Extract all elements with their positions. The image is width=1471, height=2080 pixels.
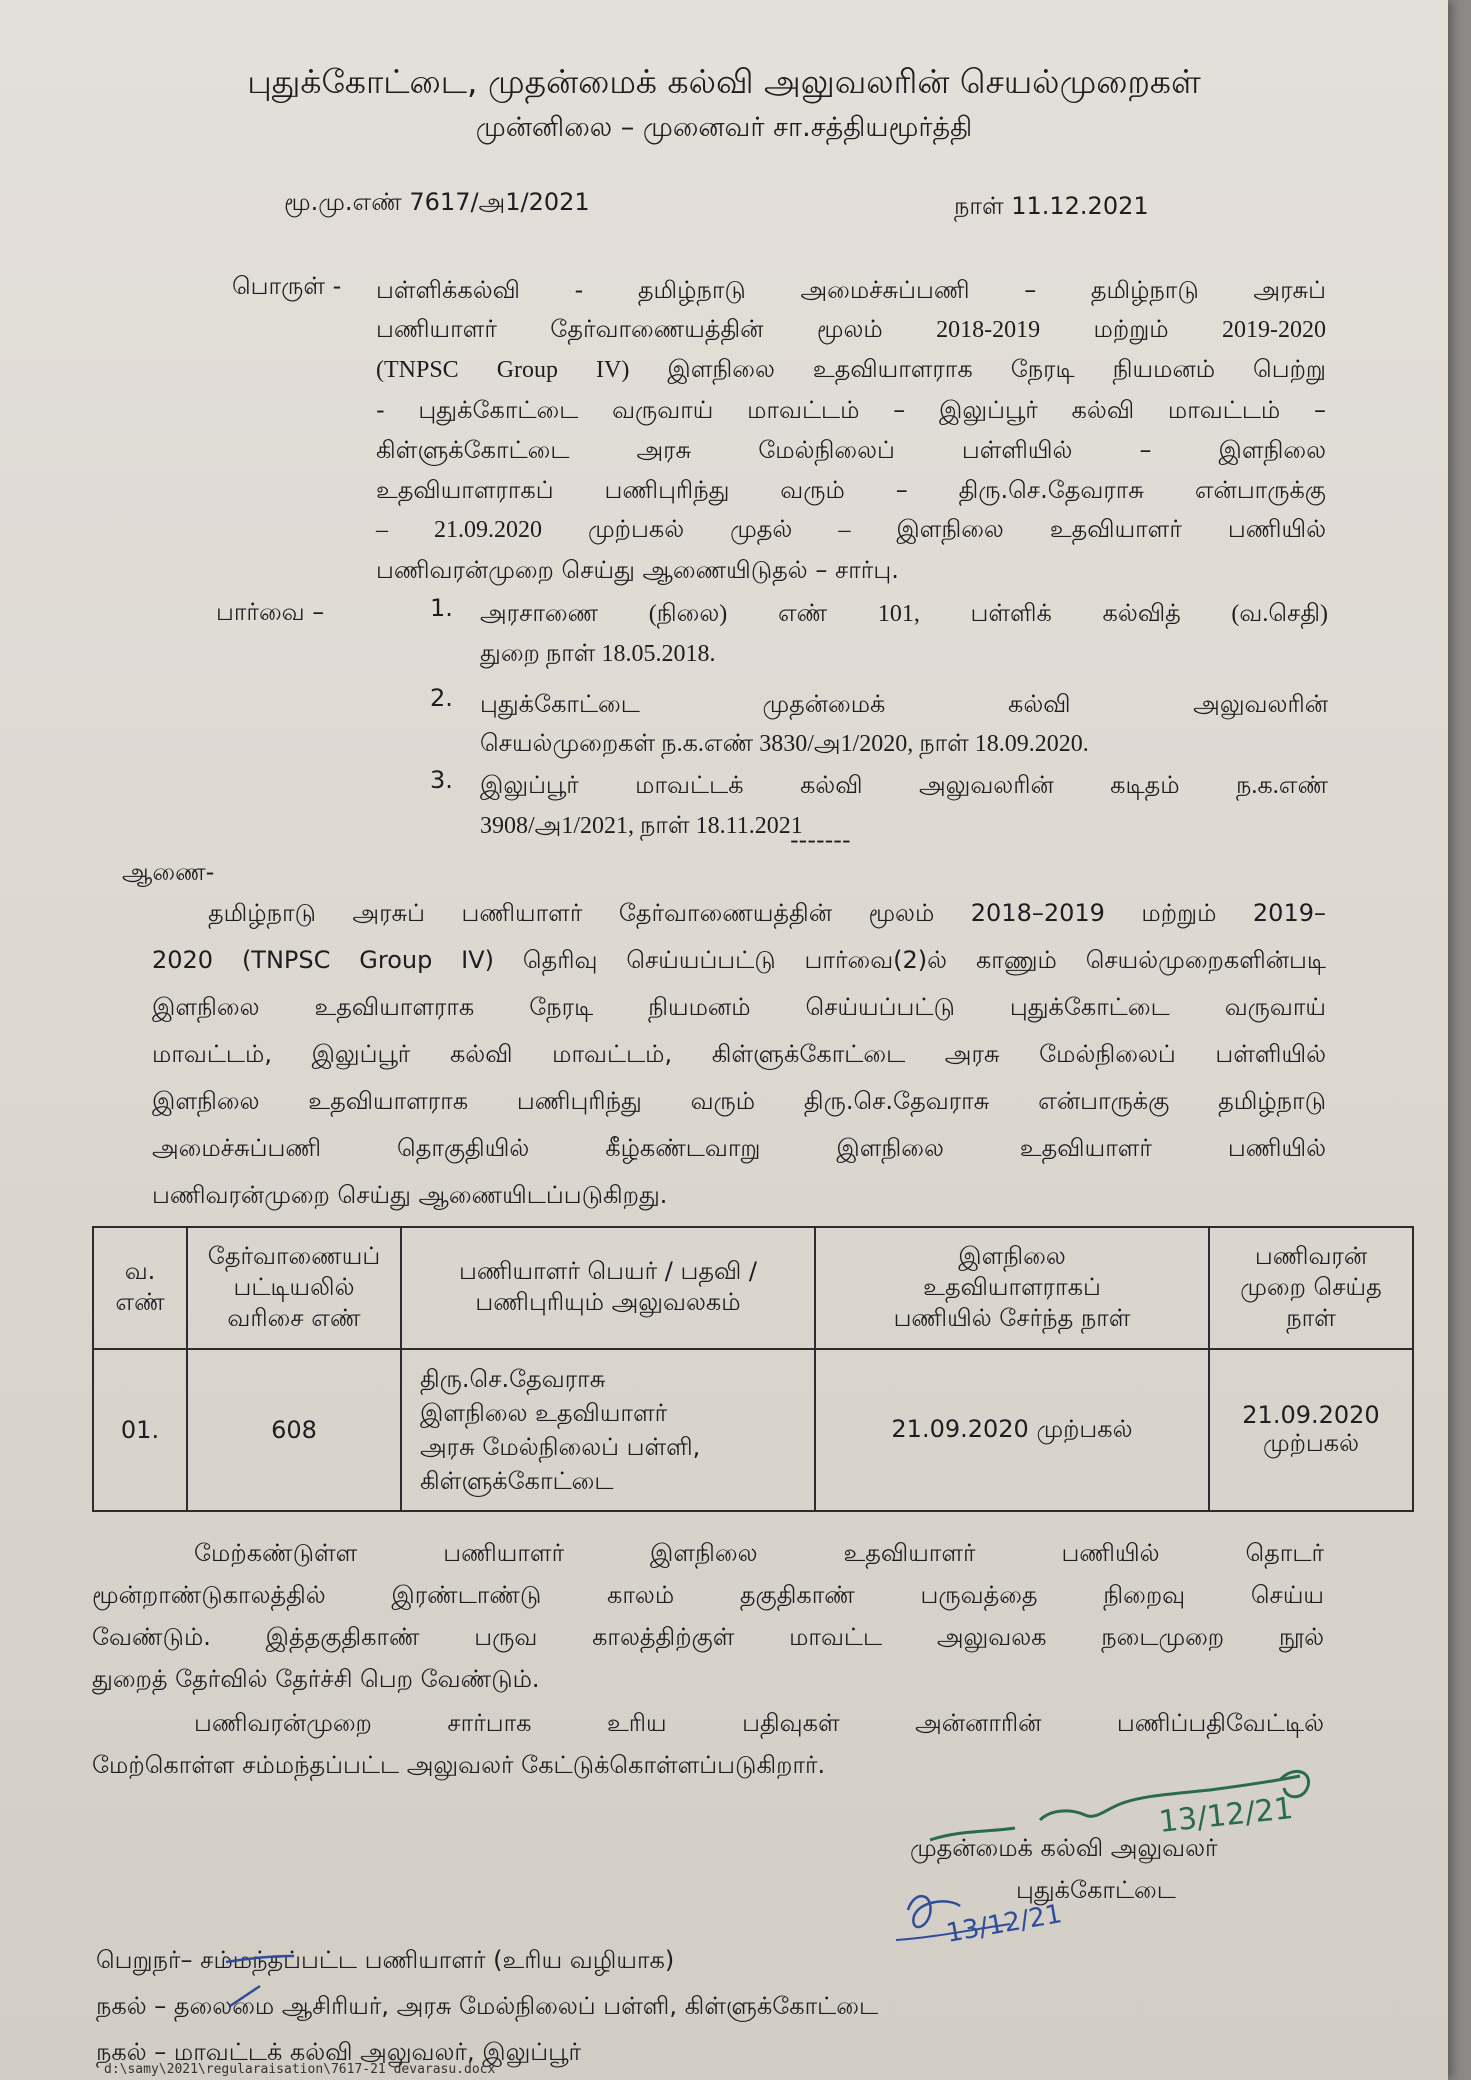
subject-text <box>376 270 1326 590</box>
table-header-cell <box>1209 1227 1413 1349</box>
header-line: பணிபுரியும் அலுவலகம் <box>475 1288 741 1316</box>
recipient-line: பெறுநர்– சம்மந்தப்பட்ட பணியாளர் (உரிய வழியாக) <box>96 1946 675 1974</box>
copy-line: நகல் – தலைமை ஆசிரியர், அரசு மேல்நிலைப் பள்ளி, கிள்ளுக்கோட்டை <box>96 1992 879 2020</box>
document-date: நாள் 11.12.2021 <box>954 192 1149 220</box>
reference-line: புதுக்கோட்டை முதன்மைக் கல்வி அலுவலரின் <box>480 690 1328 718</box>
document-subtitle: முன்னிலை – முனைவர் சா.சத்தியமூர்த்தி <box>475 112 973 143</box>
table-header-cell <box>815 1227 1209 1349</box>
employee-line: திரு.செ.தேவராசு <box>420 1365 606 1393</box>
employee-line: அரசு மேல்நிலைப் பள்ளி, <box>420 1433 701 1461</box>
paragraph-line: மூன்றாண்டுகாலத்தில் இரண்டாண்டு காலம் தகுதிகாண் பருவத்தை நிறைவு செய்ய <box>92 1581 1324 1609</box>
order-line: அமைச்சுப்பணி தொகுதியில் கீழ்கண்டவாறு இளநிலை உதவியாளர் பணியில் <box>152 1134 1326 1162</box>
section-separator: ------- <box>790 826 851 854</box>
order-line: தமிழ்நாடு அரசுப் பணியாளர் தேர்வாணையத்தின் மூலம் 2018–2019 மற்றும் 2019– <box>208 899 1326 927</box>
reference-line: இலுப்பூர் மாவட்டக் கல்வி அலுவலரின் கடிதம் ந.க.எண் <box>480 773 1328 799</box>
order-line: பணிவரன்முறை செய்து ஆணையிடப்படுகிறது. <box>152 1181 668 1209</box>
service-register-paragraph <box>92 1702 1324 1786</box>
date-line: முற்பகல் <box>1262 1428 1360 1457</box>
reference-item <box>430 684 1330 766</box>
header-line: வரிசை எண் <box>227 1303 361 1332</box>
paragraph-line: துறைத் தேர்வில் தேர்ச்சி பெற வேண்டும். <box>92 1665 540 1693</box>
reference-line: செயல்முறைகள் ந.க.எண் 3830/அ1/2020, நாள் 18.09.2020. <box>480 731 1089 757</box>
date-line: 21.09.2020 <box>1242 1400 1380 1429</box>
probation-paragraph <box>92 1532 1324 1700</box>
header-line: முறை செய்த <box>1240 1272 1382 1301</box>
order-label: ஆணை- <box>122 858 215 886</box>
subject-line: உதவியாளராகப் பணிபுரிந்து வரும் – திரு.செ.தேவராசு என்பாருக்கு <box>376 476 1326 504</box>
header-line: பணியில் சேர்ந்த நாள் <box>893 1303 1131 1332</box>
reference-item <box>430 594 1330 684</box>
regularised-date-cell <box>1209 1349 1413 1511</box>
employee-line: இளநிலை உதவியாளர் <box>420 1399 668 1427</box>
file-path-footer: d:\samy\2021\regularaisation\7617-21 devarasu.docx <box>104 2062 496 2077</box>
reference-number: 1. <box>430 594 453 622</box>
header-line: நாள் <box>1286 1303 1336 1332</box>
table-header-cell <box>187 1227 401 1349</box>
reference-number: 2. <box>430 684 453 712</box>
order-line: இளநிலை உதவியாளராக நேரடி நியமனம் செய்யப்பட்டு புதுக்கோட்டை வருவாய் <box>152 993 1326 1021</box>
header-line: பணிவரன் <box>1254 1241 1368 1270</box>
subject-line: (TNPSC Group IV) இளநிலை உதவியாளராக நேரடி நியமனம் பெற்று <box>376 357 1326 383</box>
signatory-designation: முதன்மைக் கல்வி அலுவலர் <box>910 1834 1218 1862</box>
header-line: உதவியாளராகப் <box>923 1272 1101 1301</box>
header-line: எண் <box>115 1288 165 1316</box>
svg-text:13/12/21: 13/12/21 <box>1157 1791 1295 1840</box>
header-line: தேர்வாணையப் <box>207 1241 381 1270</box>
subject-line: பணிவரன்முறை செய்து ஆணையிடுதல் – சார்பு. <box>376 556 899 584</box>
subject-line: பள்ளிக்கல்வி - தமிழ்நாடு அமைச்சுப்பணி – தமிழ்நாடு அரசுப் <box>376 276 1326 304</box>
table-header-cell <box>93 1227 187 1349</box>
employee-cell <box>401 1349 815 1511</box>
copy-line: நகல் – மாவட்டக் கல்வி அலுவலர், இலுப்பூர் <box>96 2038 581 2066</box>
paragraph-line: மேற்கண்டுள்ள பணியாளர் இளநிலை உதவியாளர் பணியில் தொடர் <box>194 1539 1324 1567</box>
signatory-place: புதுக்கோட்டை <box>1016 1876 1176 1904</box>
order-line: 2020 (TNPSC Group IV) தெரிவு செய்யப்பட்டு பார்வை(2)ல் காணும் செயல்முறைகளின்படி <box>152 946 1326 974</box>
serial-number-cell: 01. <box>93 1349 187 1511</box>
paragraph-line: வேண்டும். இத்தகுதிகாண் பருவ காலத்திற்குள் மாவட்ட அலுவலக நடைமுறை நூல் <box>92 1623 1324 1651</box>
subject-label: பொருள் - <box>232 272 342 300</box>
rank-cell: 608 <box>187 1349 401 1511</box>
order-line: மாவட்டம், இலுப்பூர் கல்வி மாவட்டம், கிள்ளுக்கோட்டை அரசு மேல்நிலைப் பள்ளியில் <box>152 1040 1326 1068</box>
reference-line: அரசாணை (நிலை) எண் 101, பள்ளிக் கல்வித் (வ.செதி) <box>480 601 1328 627</box>
paragraph-line: பணிவரன்முறை சார்பாக உரிய பதிவுகள் அன்னாரின் பணிப்பதிவேட்டில் <box>194 1709 1324 1737</box>
reference-line: துறை நாள் 18.05.2018. <box>480 641 716 667</box>
reference-number: மூ.மு.எண் 7617/அ1/2021 <box>284 188 590 216</box>
references-label: பார்வை – <box>216 598 325 626</box>
reference-line: 3908/அ1/2021, நாள் 18.11.2021 <box>480 813 803 839</box>
order-text <box>152 890 1326 1219</box>
table-header-row <box>93 1227 1413 1349</box>
reference-item <box>430 766 1330 848</box>
subject-line: - புதுக்கோட்டை வருவாய் மாவட்டம் – இலுப்பூர் கல்வி மாவட்டம் – <box>376 396 1326 424</box>
references-list <box>430 594 1330 848</box>
header-line: இளநிலை <box>958 1241 1066 1270</box>
subject-line: பணியாளர் தேர்வாணையத்தின் மூலம் 2018-2019 மற்றும் 2019-2020 <box>376 317 1326 343</box>
order-line: இளநிலை உதவியாளராக பணிபுரிந்து வரும் திரு.செ.தேவராசு என்பாருக்கு தமிழ்நாடு <box>152 1087 1326 1115</box>
reference-number: 3. <box>430 766 453 794</box>
subject-line: கிள்ளுக்கோட்டை அரசு மேல்நிலைப் பள்ளியில் – இளநிலை <box>376 436 1326 464</box>
document-title: புதுக்கோட்டை, முதன்மைக் கல்வி அலுவலரின் செயல்முறைகள் <box>247 62 1201 101</box>
header-line: வ. <box>124 1257 156 1285</box>
initials-date: 13/12/21 <box>944 1899 1065 1949</box>
subject-line: – 21.09.2020 முற்பகல் முதல் – இளநிலை உதவியாளர் பணியில் <box>376 517 1326 543</box>
table-row <box>93 1349 1413 1511</box>
table-header-cell <box>401 1227 815 1349</box>
header-line: பட்டியலில் <box>233 1272 355 1301</box>
joined-date-cell: 21.09.2020 முற்பகல் <box>815 1349 1209 1511</box>
header-line: பணியாளர் பெயர் / பதவி / <box>458 1257 757 1285</box>
paragraph-line: மேற்கொள்ள சம்மந்தப்பட்ட அலுவலர் கேட்டுக்கொள்ளப்படுகிறார். <box>92 1751 826 1779</box>
regularisation-table <box>92 1226 1414 1512</box>
employee-line: கிள்ளுக்கோட்டை <box>420 1467 614 1495</box>
